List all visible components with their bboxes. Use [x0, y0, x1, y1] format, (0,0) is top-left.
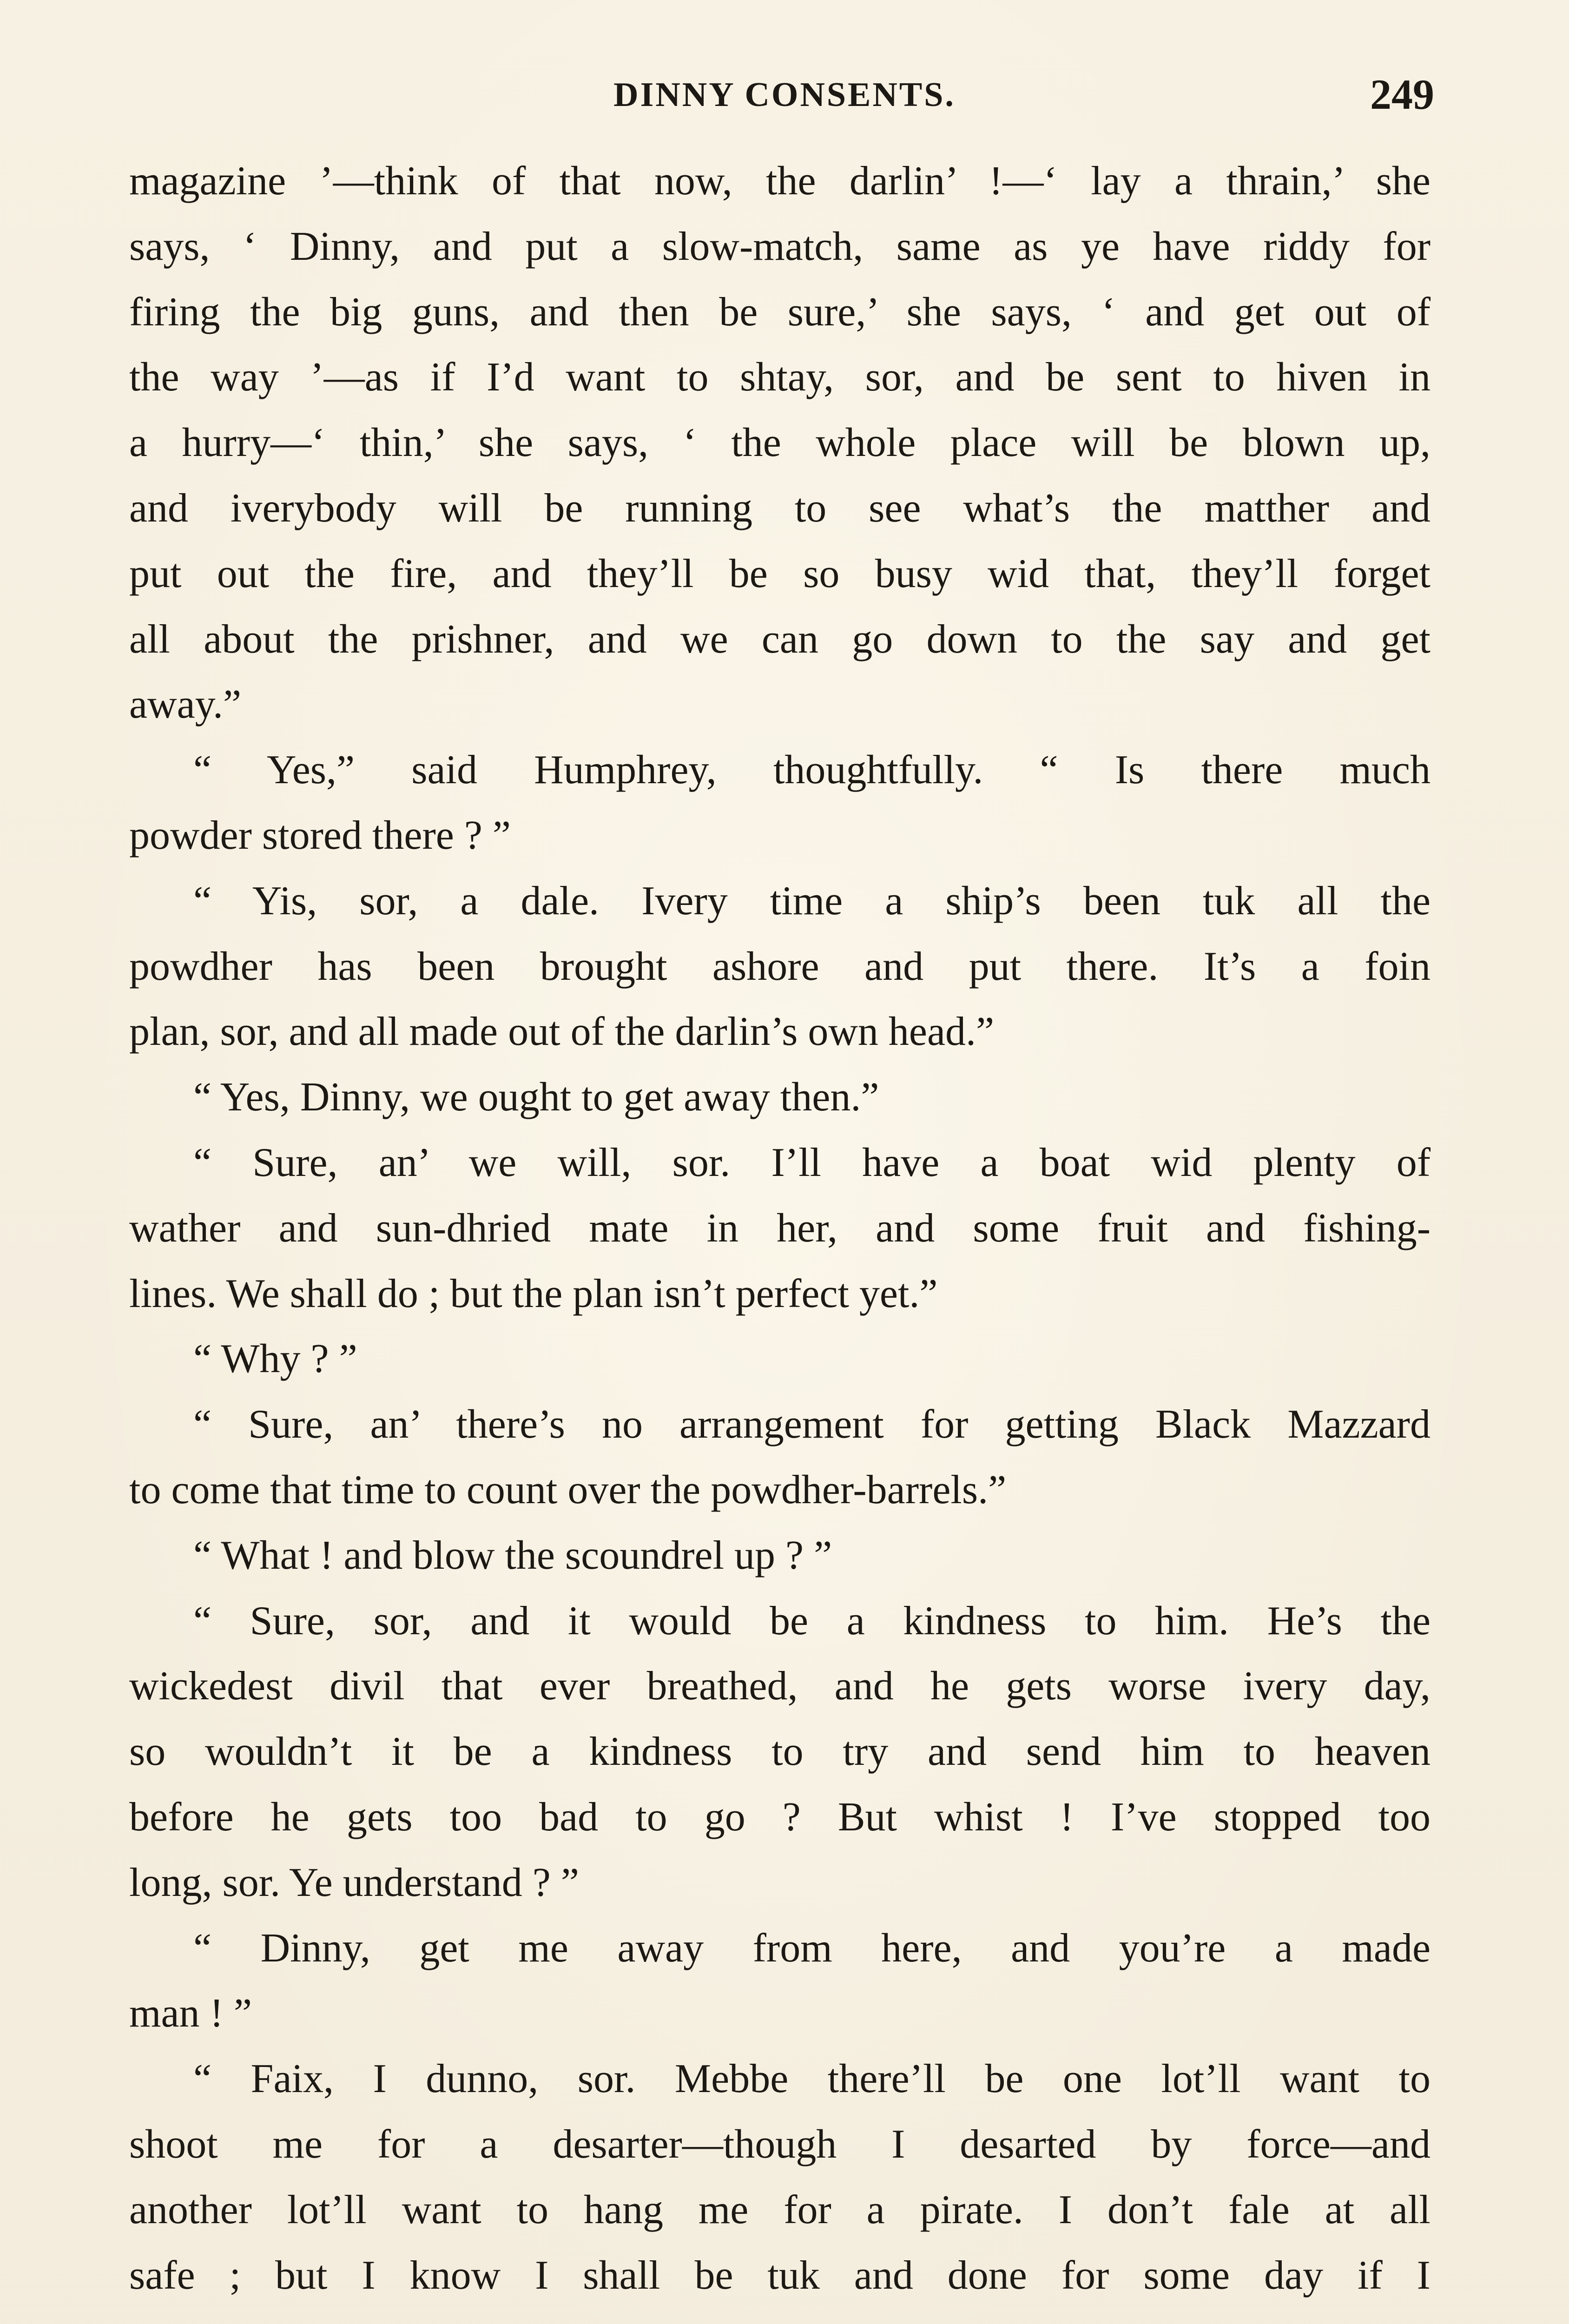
text-line: a hurry—‘ thin,’ she says, ‘ the whole place will be blown up, — [129, 420, 1431, 466]
text-line: and iverybody will be running to see what’s the matther and — [129, 485, 1431, 531]
text-line: shoot me for a desarter—though I desarted by force—and — [129, 2121, 1431, 2167]
page-number: 249 — [1370, 71, 1434, 118]
text-line: “ Sure, an’ we will, sor. I’ll have a boat wid plenty of — [193, 1140, 1431, 1185]
text-line: says, ‘ Dinny, and put a slow-match, same as ye have riddy for — [129, 224, 1431, 269]
text-line: put out the fire, and they’ll be so busy wid that, they’ll forget — [129, 551, 1431, 596]
text-line: another lot’ll want to hang me for a pirate. I don’t fale at all — [129, 2187, 1431, 2232]
running-title: DINNY CONSENTS. — [613, 76, 956, 114]
text-line: the way ’—as if I’d want to shtay, sor, and be sent to hiven in — [129, 355, 1431, 400]
body-text — [129, 149, 1431, 2308]
text-line: powdher has been brought ashore and put there. It’s a foin — [129, 944, 1431, 989]
text-line: safe ; but I know I shall be tuk and done for some day if I — [129, 2252, 1431, 2298]
text-line: firing the big guns, and then be sure,’ she says, ‘ and get out of — [129, 289, 1431, 335]
text-line: “ What ! and blow the scoundrel up ? ” — [193, 1532, 832, 1578]
text-line: wather and sun-dhried mate in her, and some fruit and fishing- — [129, 1205, 1431, 1251]
text-line: “ Dinny, get me away from here, and you’re a made — [193, 1925, 1431, 1971]
text-line: “ Yes, Dinny, we ought to get away then.” — [193, 1075, 879, 1120]
text-line: man ! ” — [129, 1991, 252, 2036]
text-line: away.” — [129, 682, 242, 727]
text-line: “ Why ? ” — [193, 1336, 357, 1382]
text-line: “ Sure, sor, and it would be a kindness to him. He’s the — [193, 1598, 1431, 1644]
text-line: “ Sure, an’ there’s no arrangement for getting Black Mazzard — [193, 1402, 1431, 1447]
text-line: so wouldn’t it be a kindness to try and send him to heaven — [129, 1729, 1431, 1775]
text-line: long, sor. Ye understand ? ” — [129, 1860, 579, 1905]
text-line: “ Faix, I dunno, sor. Mebbe there’ll be one lot’ll want to — [193, 2056, 1431, 2102]
text-line: powder stored there ? ” — [129, 812, 511, 858]
running-head — [0, 70, 1569, 121]
text-line: lines. We shall do ; but the plan isn’t perfect yet.” — [129, 1271, 938, 1316]
text-line: “ Yes,” said Humphrey, thoughtfully. “ Is there much — [193, 747, 1431, 793]
text-line: all about the prishner, and we can go down to the say and get — [129, 616, 1431, 662]
text-line: before he gets too bad to go ? But whist ! I’ve stopped too — [129, 1794, 1431, 1840]
text-line: to come that time to count over the powdher-barrels.” — [129, 1467, 1007, 1512]
text-line: plan, sor, and all made out of the darlin’s own head.” — [129, 1009, 995, 1055]
text-line: “ Yis, sor, a dale. Ivery time a ship’s been tuk all the — [193, 878, 1431, 924]
text-line: magazine ’—think of that now, the darlin’ !—‘ lay a thrain,’ she — [129, 158, 1431, 204]
text-line: wickedest divil that ever breathed, and he gets worse ivery day, — [129, 1664, 1431, 1709]
